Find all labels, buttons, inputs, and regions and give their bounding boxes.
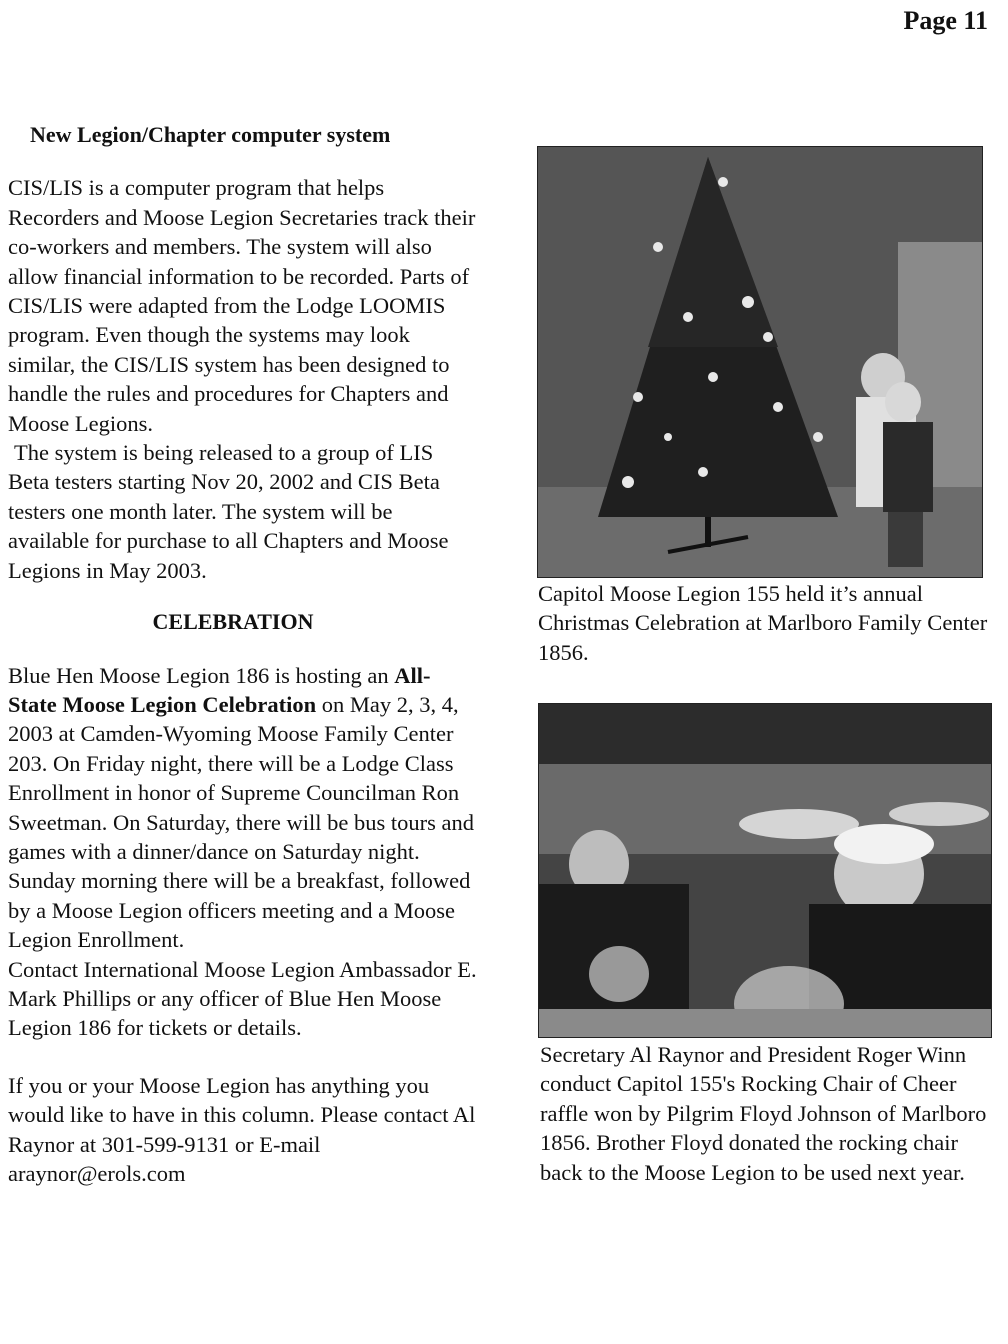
article-paragraph: The system is being released to a group of LIS Beta testers starting Nov 20, 2002 and CIS Beta testers one month later. The system will be available for purchase to all Chapters and Moose Legions in May 2003.: [8, 440, 449, 583]
left-column: [8, 120, 478, 1188]
photo-caption: Secretary Al Raynor and President Roger Winn conduct Capitol 155's Rocking Chair of Cheer raffle won by Pilgrim Floyd Johnson of Marlboro 1856. Brother Floyd donated the rocking chair back to the Moose Legion to be used next year.: [540, 1042, 987, 1185]
raffle-photo: [538, 703, 992, 1038]
article-paragraph: Contact International Moose Legion Ambassador E. Mark Phillips or any officer of Blue Hen Moose Legion 186 for tickets or details.: [8, 956, 477, 1041]
text-span: Blue Hen Moose Legion 186 is hosting an: [8, 662, 395, 688]
event-name: All-State Moose Legion Celebration: [8, 662, 431, 717]
article-paragraph: If you or your Moose Legion has anything you would like to have in this column. Please contact Al Raynor at 301-599-9131 or E-mail araynor@erols.com: [8, 1072, 476, 1186]
article-paragraph: [8, 661, 478, 955]
photo-caption: Capitol Moose Legion 155 held it’s annual Christmas Celebration at Marlboro Family Center 1856.: [538, 581, 988, 665]
article-heading-computer-system: New Legion/Chapter computer system: [30, 122, 391, 147]
spacer: [8, 1043, 478, 1071]
christmas-tree-illustration: [538, 147, 982, 577]
text-span: on May 2, 3, 4, 2003 at Camden-Wyoming Moose Family Center 203. On Friday night, there will be a Lodge Class Enrollment in honor of Supreme Councilman Ron Sweetman. On Saturday, there will be bus tours and games with a dinner/dance on Saturday night. Sunday morning there will be a breakfast, followed by a Moose Legion officers meeting and a Moose Legion Enrollment.: [8, 691, 474, 953]
raffle-illustration: [539, 704, 991, 1037]
christmas-tree-photo: [537, 146, 983, 578]
article-heading-celebration: CELEBRATION: [152, 609, 314, 635]
article-paragraph: CIS/LIS is a computer program that helps Recorders and Moose Legion Secretaries track their co-workers and members. The system will also allow financial information to be recorded. Parts of CIS/LIS were adapted from the Lodge LOOMIS program. Even though the systems may look similar, the CIS/LIS system has been designed to handle the rules and procedures for Chapters and Moose Legions.: [8, 175, 476, 436]
page-number: Page 11: [903, 6, 988, 35]
